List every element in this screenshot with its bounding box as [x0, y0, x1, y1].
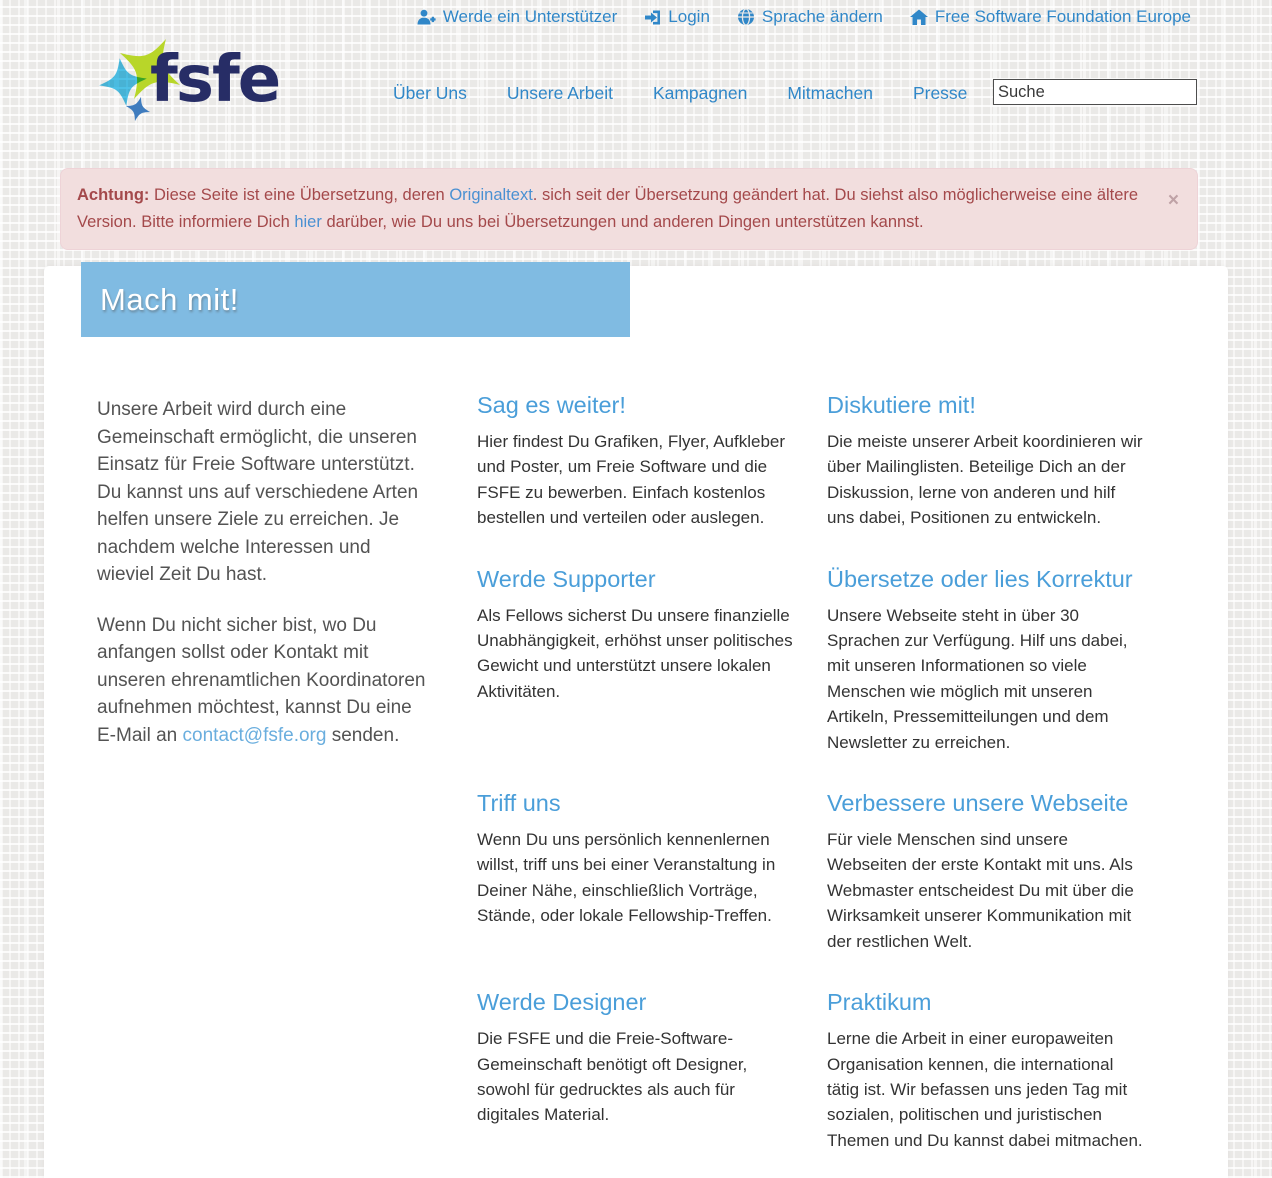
section-title[interactable]: Verbessere unsere Webseite	[827, 790, 1129, 817]
change-language-label: Sprache ändern	[761, 7, 883, 26]
section-title[interactable]: Praktikum	[827, 989, 932, 1016]
page-title: Mach mit!	[100, 281, 239, 317]
hier-link[interactable]: hier	[294, 213, 322, 231]
alert-text	[77, 186, 1138, 231]
intro-paragraph-1: Unsere Arbeit wird durch eine Gemeinschaft ermöglicht, die unseren Einsatz für Freie Software unterstützt. Du kannst uns auf verschiedene Arten helfen unsere Ziele zu erreichen. Je nachdem welche Interessen und wieviel Zeit Du hast.	[97, 399, 419, 585]
search-input[interactable]	[993, 79, 1197, 105]
alert-text-1: Diese Seite ist eine Übersetzung, deren	[149, 186, 450, 204]
contact-email-link[interactable]: contact@fsfe.org	[182, 724, 327, 746]
become-supporter-label: Werde ein Unterstützer	[442, 7, 618, 26]
become-supporter-link[interactable]	[417, 7, 617, 27]
intro-p2-text: Wenn Du nicht sicher bist, wo Du anfangen sollst oder Kontakt mit unseren ehrenamtlichen Koordinatoren aufnehmen möchtest, kannst Du eine E-Mail an	[97, 614, 426, 746]
section-body: Wenn Du uns persönlich kennenlernen willst, triff uns bei einer Veranstaltung in Deiner Nähe, einschließlich Vorträge, Stände, oder lokale Fellowship-Treffen.	[477, 830, 776, 926]
main-content-area	[44, 266, 1228, 1178]
fsfe-logo-wordmark: fsfe	[150, 43, 280, 117]
login-link[interactable]	[644, 7, 710, 27]
nav-item-kampagnen[interactable]: Kampagnen	[652, 83, 748, 103]
section-werde-designer	[477, 987, 795, 1153]
nav-item-unsere-arbeit[interactable]: Unsere Arbeit	[506, 83, 613, 103]
intro-paragraph-2	[97, 612, 431, 750]
section-body: Als Fellows sicherst Du unsere finanzielle Unabhängigkeit, erhöhst unser politisches Gewicht und unterstützt unsere lokalen Aktivitäten.	[477, 605, 793, 701]
nav-item-mitmachen[interactable]: Mitmachen	[787, 83, 873, 103]
login-label: Login	[668, 7, 710, 26]
fsfe-home-label: Free Software Foundation Europe	[934, 7, 1191, 26]
section-werde-supporter	[477, 564, 795, 755]
home-icon	[910, 9, 928, 26]
alert-prefix: Achtung:	[77, 186, 150, 204]
section-diskutiere-mit	[827, 390, 1145, 531]
section-body: Die FSFE und die Freie-Software-Gemeinschaft benötigt oft Designer, sowohl für gedrucktes als auch für digitales Material.	[477, 1029, 748, 1125]
nav-item-ueber-uns[interactable]: Über Uns	[393, 83, 467, 103]
intro-p2-suffix: senden.	[326, 724, 400, 746]
alert-text-2: . sich seit der Übersetzung geändert hat. Du siehst also möglicherweise eine ältere Version. Bitte informiere Dich	[77, 186, 1139, 231]
main-navigation	[393, 83, 967, 104]
section-body: Die meiste unserer Arbeit koordinieren wir über Mailinglisten. Beteilige Dich an der Diskussion, lerne von anderen und hilf uns dabei, Positionen zu entwickeln.	[827, 432, 1143, 528]
intro-column	[97, 396, 431, 749]
globe-icon	[737, 8, 755, 26]
top-utility-bar	[417, 7, 1191, 27]
translation-warning-alert	[60, 168, 1198, 250]
section-triff-uns	[477, 788, 795, 954]
section-body: Hier findest Du Grafiken, Flyer, Aufkleber und Poster, um Freie Software und die FSFE zu bewerben. Einfach kostenlos bestellen und verteilen oder auslegen.	[477, 432, 786, 528]
original-text-link[interactable]: Originaltext	[449, 186, 533, 204]
section-title[interactable]: Diskutiere mit!	[827, 392, 976, 418]
section-verbessere-webseite	[827, 788, 1145, 954]
section-body: Unsere Webseite steht in über 30 Sprachen zur Verfügung. Hilf uns dabei, mit unseren Informationen so viele Menschen wie möglich mit unseren Artikeln, Pressemitteilungen und dem Newsletter zu erreichen.	[827, 605, 1128, 752]
section-uebersetze	[827, 564, 1145, 755]
close-icon[interactable]: ×	[1167, 190, 1179, 211]
alert-text-3: darüber, wie Du uns bei Übersetzungen und anderen Dingen unterstützen kannst.	[321, 213, 924, 231]
nav-item-presse[interactable]: Presse	[912, 83, 968, 103]
section-sag-es-weiter	[477, 390, 795, 531]
section-praktikum	[827, 987, 1145, 1153]
user-plus-icon	[417, 9, 436, 26]
sections-grid	[477, 390, 1147, 1153]
section-body: Für viele Menschen sind unsere Webseiten der erste Kontakt mit uns. Als Webmaster entscheidest Du mit über die Wirksamkeit unserer Kommunikation mit der restlichen Welt.	[827, 830, 1134, 951]
section-title[interactable]: Triff uns	[477, 790, 561, 817]
section-title[interactable]: Werde Supporter	[477, 565, 656, 592]
section-title[interactable]: Werde Designer	[477, 989, 647, 1016]
page-title-banner	[81, 262, 630, 337]
section-body: Lerne die Arbeit in einer europaweiten Organisation kennen, die international tätig ist. Wir befassen uns jeden Tag mit sozialen, politischen und juristischen Themen und Du kannst dabei mitmachen.	[827, 1029, 1143, 1150]
fsfe-home-link[interactable]	[910, 7, 1191, 27]
section-title[interactable]: Übersetze oder lies Korrektur	[827, 565, 1133, 592]
fsfe-logo[interactable]	[98, 30, 298, 130]
section-title[interactable]: Sag es weiter!	[477, 392, 626, 418]
change-language-link[interactable]	[737, 7, 883, 27]
sign-in-icon	[644, 9, 661, 26]
